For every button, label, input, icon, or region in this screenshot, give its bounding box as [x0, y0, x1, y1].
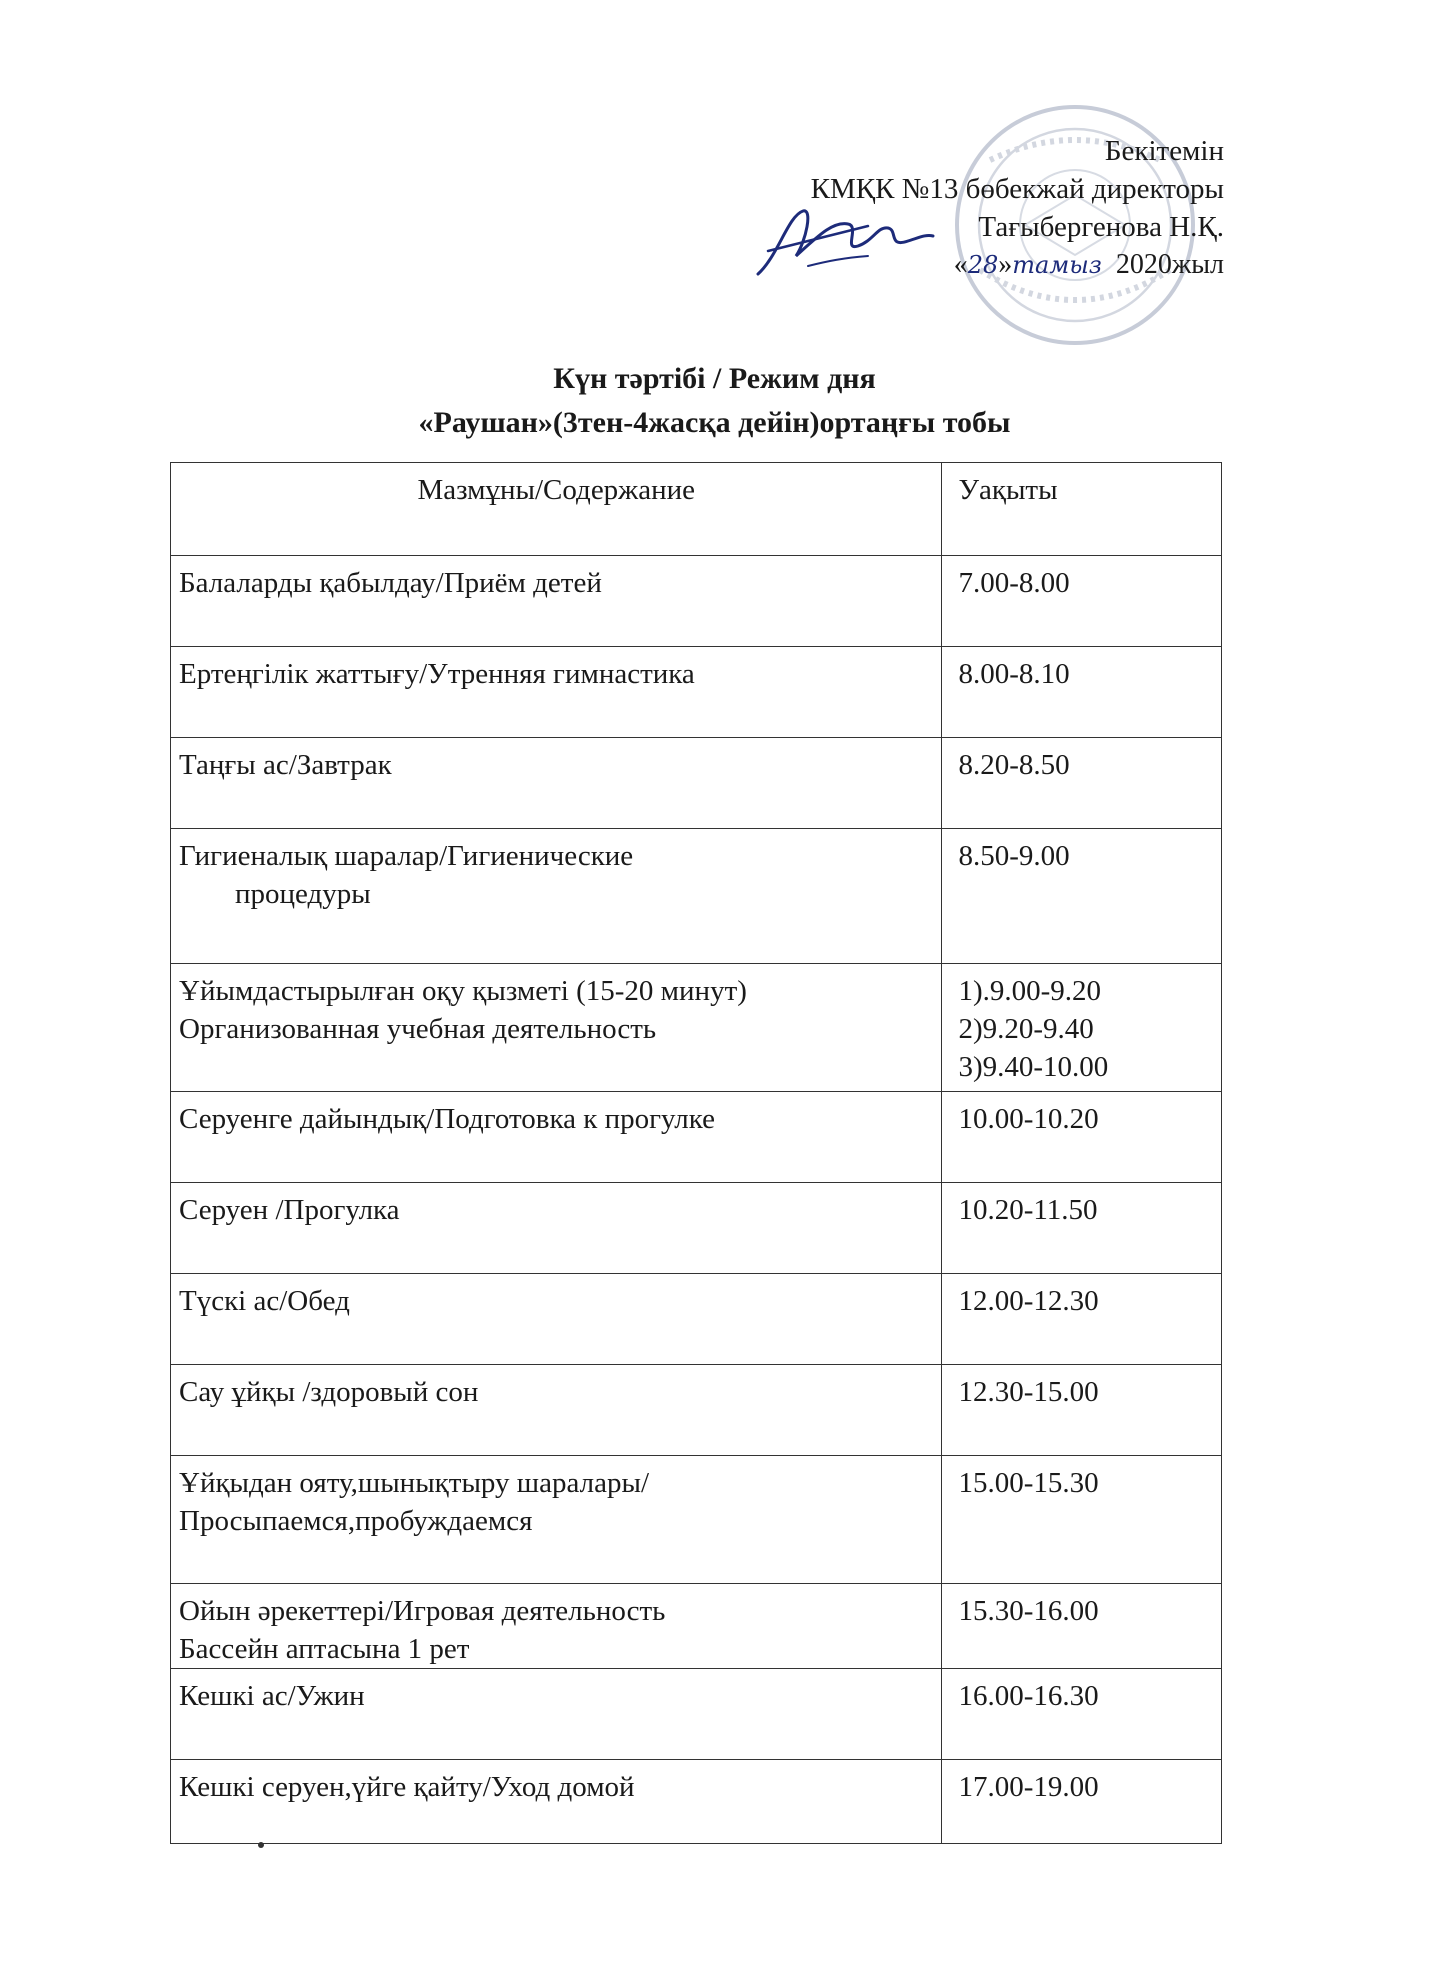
- date-year: 2020жыл: [1115, 249, 1224, 280]
- time-text: 12.30-15.00: [958, 1376, 1099, 1408]
- time-text: 10.20-11.50: [958, 1194, 1098, 1226]
- activity-text: Ертеңгілік жаттығу/Утренняя гимнастика: [179, 658, 695, 690]
- activity-text: Гигиеналық шаралар/Гигиенические: [179, 840, 634, 872]
- table-row: [171, 1092, 1222, 1183]
- time-cell: [942, 1274, 1222, 1365]
- activity-cell: [171, 1183, 942, 1274]
- time-cell: [942, 1092, 1222, 1183]
- date-day: 28: [967, 251, 999, 279]
- title-line-2: «Раушан»(3тен-4жасқа дейін)ортаңғы тобы: [418, 406, 1011, 439]
- activity-text: Серуенге дайындық/Подготовка к прогулке: [179, 1103, 715, 1135]
- activity-cell: [171, 1584, 942, 1669]
- date-open-quote: «: [953, 249, 968, 280]
- time-text: 12.00-12.30: [958, 1285, 1099, 1317]
- activity-cell: [171, 1274, 942, 1365]
- activity-text: Просыпаемся,пробуждаемся: [179, 1505, 533, 1537]
- date-month: тамыз: [1012, 251, 1102, 279]
- activity-text: Бассейн аптасына 1 рет: [179, 1633, 470, 1665]
- time-text: 17.00-19.00: [958, 1771, 1099, 1803]
- approval-director: Тағыбергенова Н.Қ.: [978, 211, 1224, 243]
- time-cell: [942, 1760, 1222, 1844]
- table-row: [171, 964, 1222, 1092]
- activity-text: Таңғы ас/Завтрак: [179, 749, 392, 781]
- time-text: 8.00-8.10: [958, 658, 1070, 690]
- time-cell: [942, 964, 1222, 1092]
- table-row: [171, 1669, 1222, 1760]
- activity-cell: [171, 556, 942, 647]
- activity-cell: [171, 647, 942, 738]
- time-text: 8.20-8.50: [958, 749, 1070, 781]
- table-row: [171, 829, 1222, 964]
- activity-text: Организованная учебная деятельность: [179, 1013, 657, 1045]
- scan-dot: [258, 1842, 264, 1848]
- approval-date: [811, 246, 1224, 284]
- activity-text: Серуен /Прогулка: [179, 1194, 400, 1226]
- time-text: 15.30-16.00: [958, 1595, 1099, 1627]
- title-line-1: Күн тәртібі / Режим дня: [553, 362, 876, 395]
- activity-cell: [171, 829, 942, 964]
- activity-text: Кешкі серуен,үйге қайту/Уход домой: [179, 1771, 635, 1803]
- schedule-body: [171, 556, 1222, 1844]
- table-row: [171, 738, 1222, 829]
- time-text: 1).9.00-9.20: [958, 975, 1102, 1007]
- activity-text: Ойын әрекеттері/Игровая деятельность: [179, 1595, 666, 1627]
- activity-text: Кешкі ас/Ужин: [179, 1680, 365, 1712]
- table-row: [171, 1760, 1222, 1844]
- table-row: [171, 1183, 1222, 1274]
- activity-cell: [171, 738, 942, 829]
- activity-cell: [171, 1669, 942, 1760]
- activity-cell: [171, 964, 942, 1092]
- activity-text: Ұйымдастырылған оқу қызметі (15-20 минут): [179, 975, 747, 1007]
- table-row: [171, 1456, 1222, 1584]
- date-close-quote: »: [998, 249, 1013, 280]
- activity-cell: [171, 1760, 942, 1844]
- table-row: [171, 1365, 1222, 1456]
- time-cell: [942, 1669, 1222, 1760]
- time-text: 16.00-16.30: [958, 1680, 1099, 1712]
- time-cell: [942, 1183, 1222, 1274]
- activity-cell: [171, 1456, 942, 1584]
- header-content: Мазмұны/Содержание: [171, 463, 942, 556]
- approval-org: КМҚК №13 бөбекжай директоры: [810, 173, 1224, 205]
- time-cell: [942, 738, 1222, 829]
- time-text: 7.00-8.00: [958, 567, 1070, 599]
- table-row: [171, 647, 1222, 738]
- time-cell: [942, 1584, 1222, 1669]
- table-row: [171, 556, 1222, 647]
- time-text: 10.00-10.20: [958, 1103, 1099, 1135]
- page-title: [0, 357, 1429, 445]
- activity-text: Сау ұйқы /здоровый сон: [179, 1376, 479, 1408]
- approval-block: [811, 132, 1224, 284]
- time-cell: [942, 556, 1222, 647]
- time-text: 3)9.40-10.00: [958, 1051, 1109, 1083]
- time-text: 8.50-9.00: [958, 840, 1070, 872]
- activity-cell: [171, 1092, 942, 1183]
- schedule-table: [170, 462, 1222, 1844]
- activity-text: процедуры: [235, 878, 371, 910]
- time-cell: [942, 647, 1222, 738]
- header-time: Уақыты: [942, 463, 1222, 556]
- activity-text: Балаларды қабылдау/Приём детей: [179, 567, 602, 599]
- time-text: 2)9.20-9.40: [958, 1013, 1094, 1045]
- table-row: [171, 1584, 1222, 1669]
- time-text: 15.00-15.30: [958, 1467, 1099, 1499]
- activity-cell: [171, 1365, 942, 1456]
- time-cell: [942, 1456, 1222, 1584]
- approval-title: Бекітемін: [1104, 135, 1224, 167]
- table-header-row: [171, 463, 1222, 556]
- time-cell: [942, 1365, 1222, 1456]
- time-cell: [942, 829, 1222, 964]
- activity-text: Түскі ас/Обед: [179, 1285, 350, 1317]
- table-row: [171, 1274, 1222, 1365]
- activity-text: Ұйқыдан ояту,шынықтыру шаралары/: [179, 1467, 650, 1499]
